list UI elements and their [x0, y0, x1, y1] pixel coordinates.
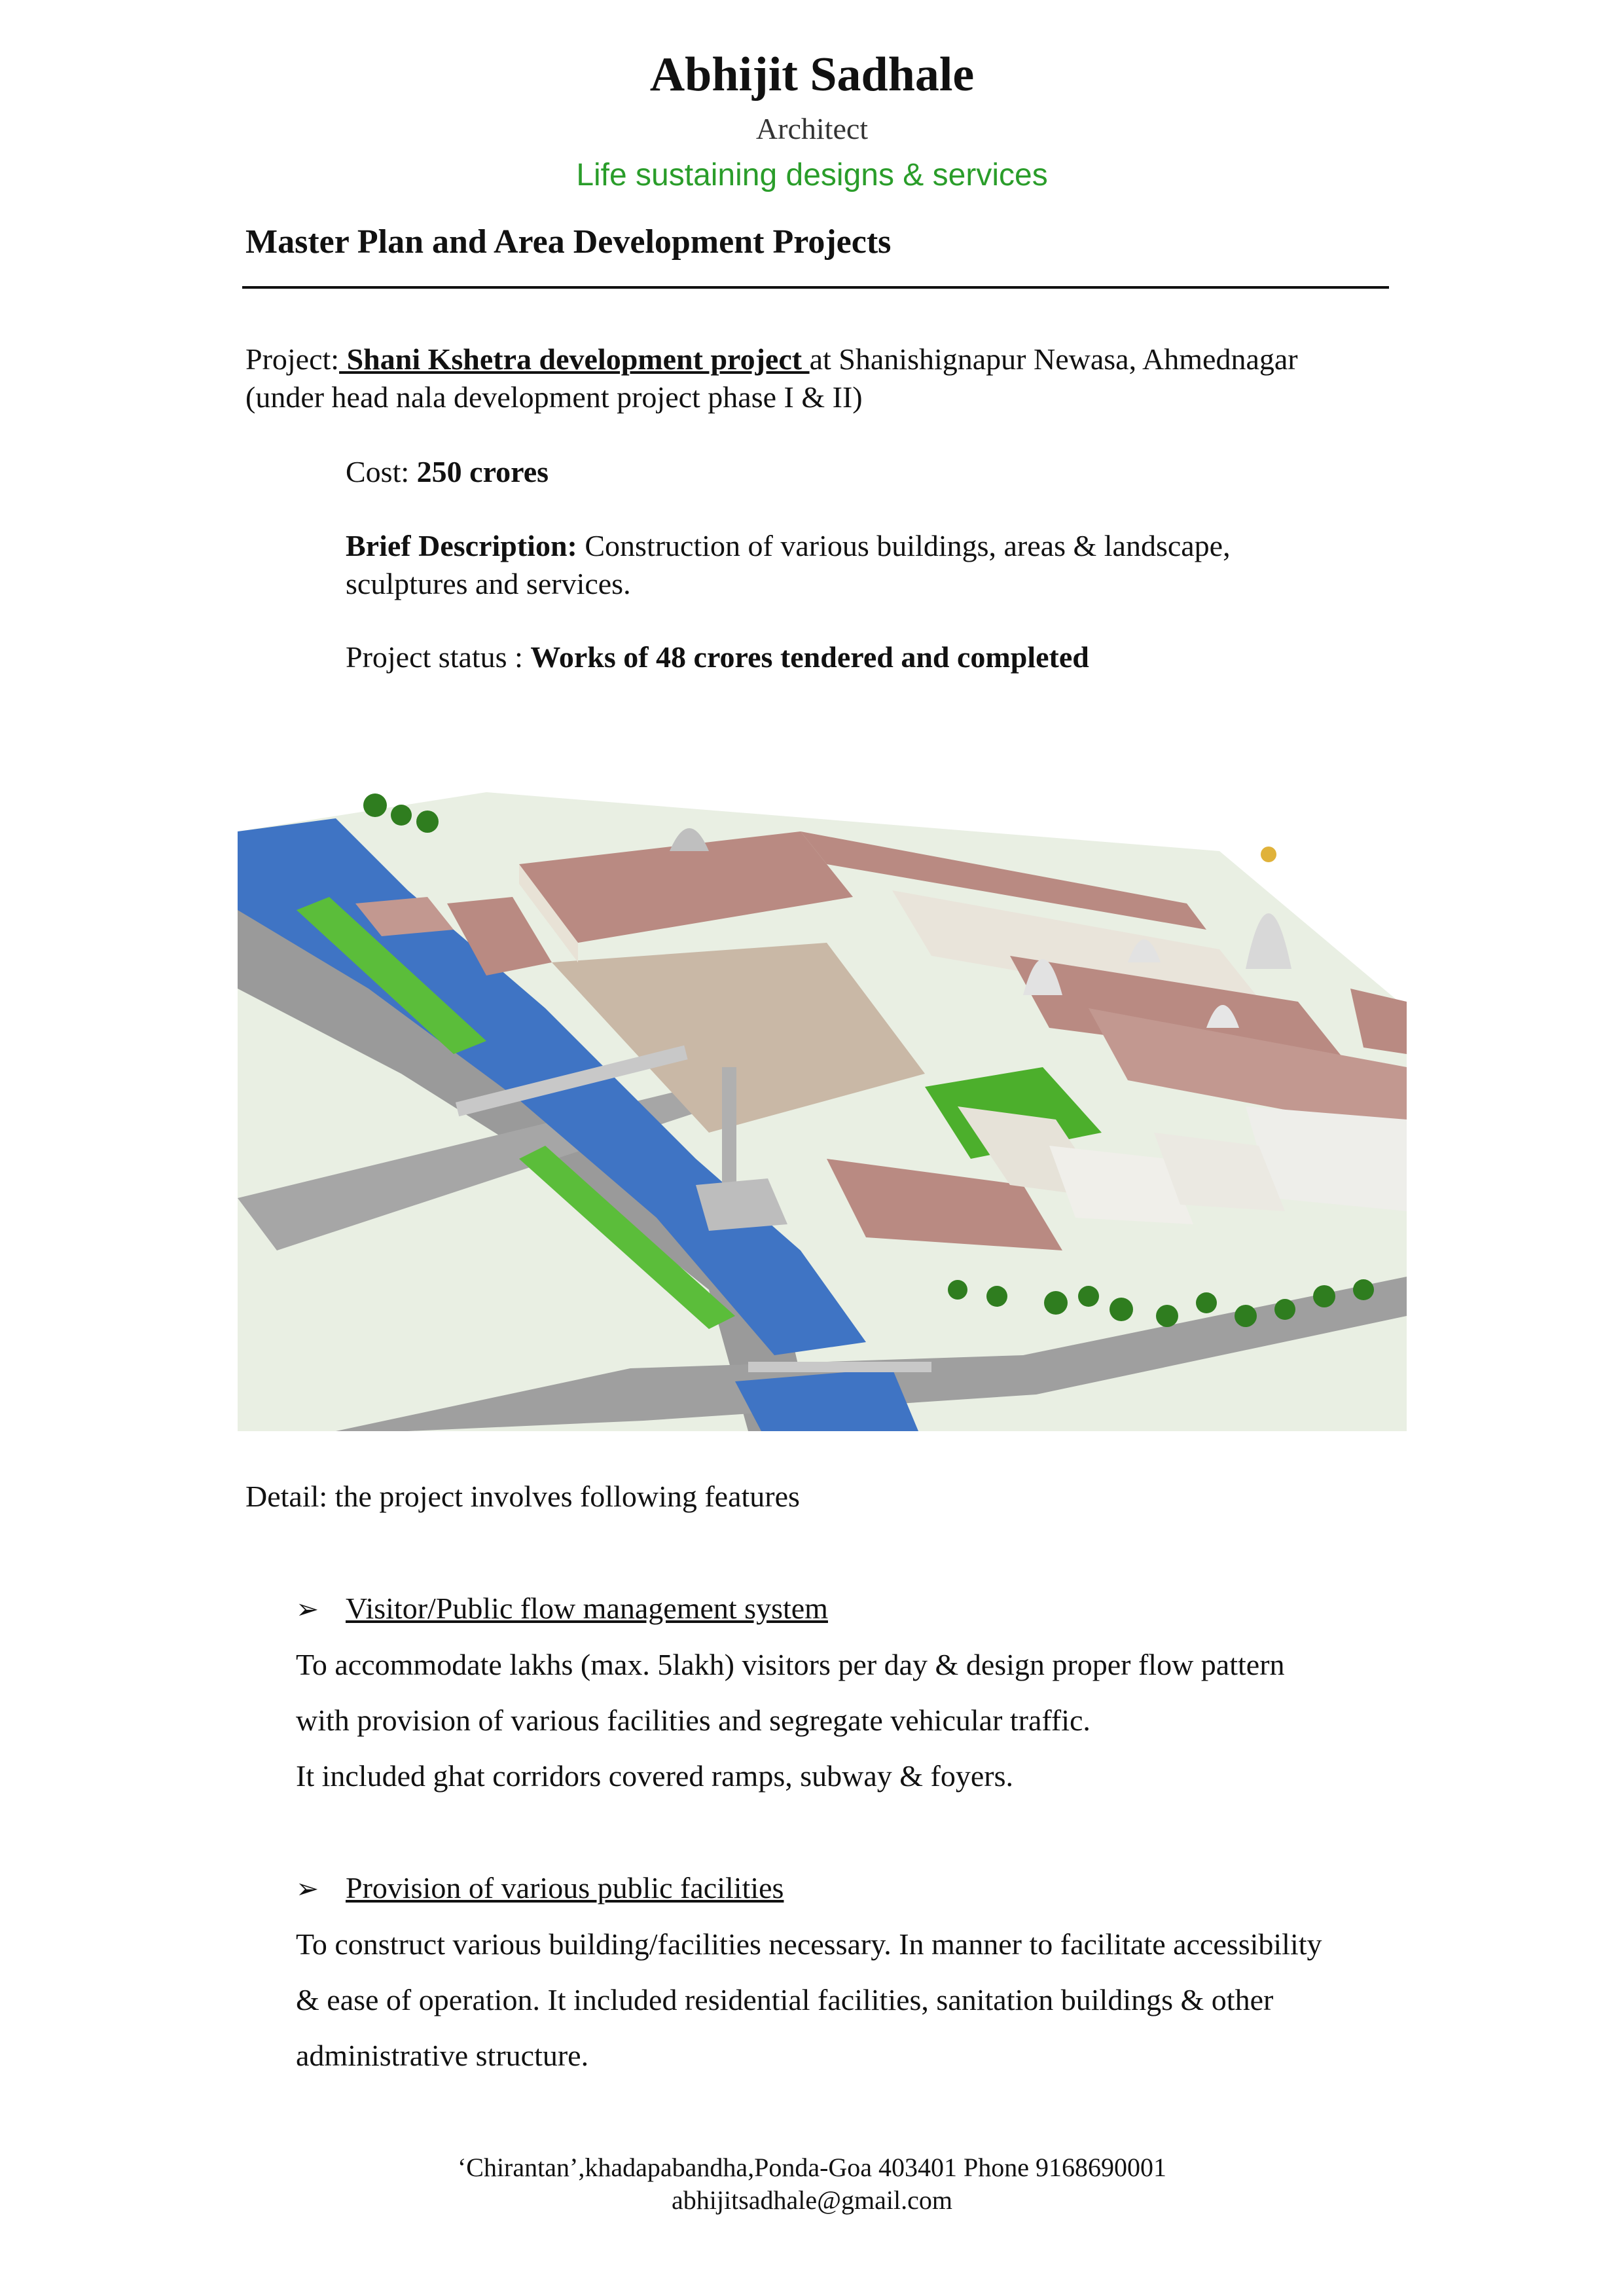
master-plan-rendering: [238, 792, 1407, 1431]
feature-heading: Visitor/Public flow management system: [346, 1592, 828, 1625]
section-title: Master Plan and Area Development Projects: [245, 223, 892, 261]
project-status: [346, 638, 1089, 676]
feature-text-line: administrative structure.: [296, 2039, 589, 2072]
cost-value: 250 crores: [416, 455, 549, 488]
status-label: Project status :: [346, 640, 531, 674]
project-label: Project:: [245, 342, 340, 376]
architect-name: Abhijit Sadhale: [649, 48, 975, 101]
description-label: Brief Description:: [346, 529, 577, 562]
feature-text-line: & ease of operation. It included residential facilities, sanitation buildings & other: [296, 1983, 1274, 2016]
feature-heading: Provision of various public facilities: [346, 1871, 784, 1904]
project-subtitle: (under head nala development project phase I & II): [245, 380, 863, 414]
feature-text-line: To construct various building/facilities necessary. In manner to facilitate accessibility: [296, 1927, 1322, 1961]
status-value: Works of 48 crores tendered and completed: [530, 640, 1089, 674]
project-location: at Shanishignapur Newasa, Ahmednagar: [809, 342, 1298, 376]
tagline: Life sustaining designs & services: [576, 158, 1048, 192]
feature-heading-line: [296, 1590, 319, 1628]
feature-text-line: with provision of various facilities and segregate vehicular traffic.: [296, 1704, 1091, 1737]
feature-text-line: To accommodate lakhs (max. 5lakh) visitors per day & design proper flow pattern: [296, 1648, 1285, 1681]
footer-email[interactable]: abhijitsadhale@gmail.com: [672, 2185, 952, 2215]
project-title: Shani Kshetra development project: [339, 342, 810, 376]
feature-heading-line: [296, 1869, 319, 1908]
bridge: [748, 1362, 931, 1372]
feature-text-line: It included ghat corridors covered ramps, subway & foyers.: [296, 1759, 1014, 1793]
arrow-bullet-icon: ➢: [296, 1872, 319, 1904]
footer-address: ‘Chirantan’,khadapabandha,Ponda-Goa 403401 Phone 9168690001: [457, 2153, 1167, 2182]
detail-intro: Detail: the project involves following features: [245, 1480, 800, 1513]
description-text-1: Construction of various buildings, areas & landscape,: [577, 529, 1231, 562]
project-line: [245, 340, 1298, 378]
architect-role: Architect: [755, 112, 869, 145]
brief-description: [346, 527, 1231, 565]
cost-line: [346, 453, 549, 491]
cost-label: Cost:: [346, 455, 417, 488]
description-text-2: sculptures and services.: [346, 567, 631, 600]
section-divider: [242, 286, 1389, 289]
arrow-bullet-icon: ➢: [296, 1593, 319, 1625]
